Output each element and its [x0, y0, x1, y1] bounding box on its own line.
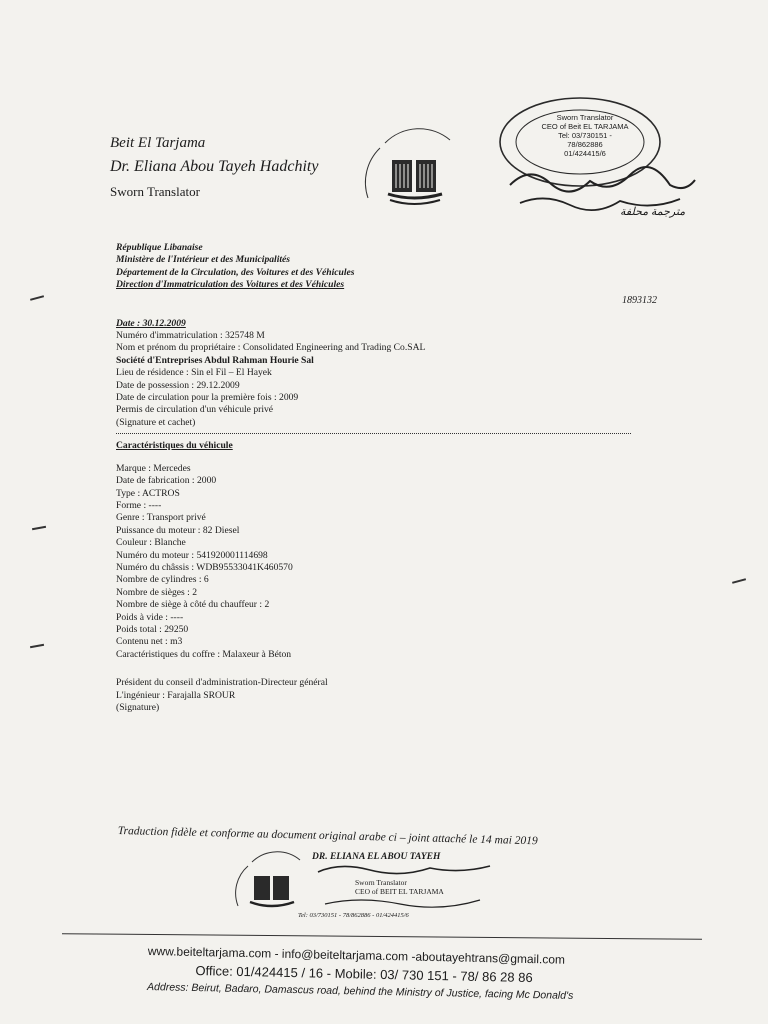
footer-divider — [62, 933, 702, 940]
certifier-name: DR. ELIANA EL ABOU TAYEH — [312, 852, 441, 862]
document-body — [116, 242, 676, 714]
vehicle-line: Marque : Mercedes — [116, 462, 191, 474]
arabic-role: مترجمة محلفة — [620, 206, 686, 218]
authority-line: République Libanaise — [116, 242, 203, 253]
vehicle-line: Forme : ---- — [116, 499, 162, 511]
address: Address: Beirut, Badaro, Damascus road, behind the Ministry of Justice, facing Mc Donald's — [146, 980, 574, 1002]
authority-line: Département de la Circulation, des Voitures et des Véhicules — [116, 266, 355, 278]
vehicle-line: Poids à vide : ---- — [116, 611, 184, 623]
certification-statement — [118, 825, 638, 850]
stamp-phone: Tel: 03/730151 - 78/862886 - 01/424415/6 — [298, 912, 409, 919]
vehicle-line: Numéro du châssis : WDB95533041K460570 — [116, 561, 293, 573]
certification-text: Traduction fidèle et conforme au document original arabe ci – joint attaché le 14 mai 2019 — [117, 825, 538, 848]
contact-footer — [147, 944, 618, 1003]
margin-mark — [32, 526, 46, 530]
vehicle-line: Numéro du moteur : 541920001114698 — [116, 549, 268, 561]
owner-name: Nom et prénom du propriétaire : Consolidated Engineering and Trading Co.SAL — [116, 342, 426, 354]
translator-name: Dr. Eliana Abou Tayeh Hadchity — [110, 158, 319, 175]
vehicle-line: Nombre de siège à côté du chauffeur : 2 — [116, 599, 270, 611]
vehicle-line: Poids total : 29250 — [116, 623, 189, 635]
registration-date: Date : 30.12.2009 — [116, 317, 186, 329]
signatory-name: L'ingénieur : Farajalla SROUR — [116, 689, 236, 701]
vehicle-line: Caractéristiques du coffre : Malaxeur à Béton — [116, 648, 292, 660]
vehicle-line: Nombre de cylindres : 6 — [116, 574, 209, 586]
authority-line: Ministère de l'Intérieur et des Municipalités — [116, 254, 291, 266]
owner-company: Société d'Entreprises Abdul Rahman Hourie Sal — [116, 354, 314, 366]
vehicle-line: Type : ACTROS — [116, 487, 180, 499]
letterhead — [110, 135, 318, 200]
margin-mark — [732, 578, 746, 583]
margin-mark — [30, 644, 44, 648]
vehicle-line: Couleur : Blanche — [116, 537, 186, 549]
stamp-text: Sworn Translator CEO of Beit EL TARJAMA Tel: 03/730151 - 78/862886 01/424415/6 — [541, 113, 629, 158]
web-email: www.beiteltarjama.com - info@beiteltarjama.com -aboutayehtrans@gmail.com — [147, 944, 566, 967]
first-circulation: Date de circulation pour la première fois : 2009 — [116, 392, 299, 404]
vehicle-line: Contenu net : m3 — [116, 636, 183, 648]
signatory-signature: (Signature) — [116, 702, 160, 713]
margin-mark — [30, 295, 44, 300]
circulation-permit: Permis de circulation d'un véhicule privé — [116, 404, 274, 416]
stamp-text: Sworn Translator CEO of BEIT EL TARJAMA — [355, 878, 444, 896]
translator-role: Sworn Translator — [110, 184, 200, 199]
registration-number: Numéro d'immatriculation : 325748 M — [116, 330, 265, 342]
org-name: Beit El Tarjama — [110, 135, 206, 151]
signatory-title: Président du conseil d'administration-Directeur général — [116, 677, 328, 689]
signature-seal: (Signature et cachet) — [116, 416, 196, 428]
vehicle-line: Puissance du moteur : 82 Diesel — [116, 524, 240, 536]
vehicle-line: Date de fabrication : 2000 — [116, 475, 217, 487]
reference-number: 1893132 — [622, 295, 657, 306]
authority-line: Direction d'Immatriculation des Voitures et des Véhicules — [116, 279, 345, 291]
vehicle-line: Nombre de sièges : 2 — [116, 586, 197, 598]
vehicle-line: Genre : Transport privé — [116, 512, 206, 524]
dotted-divider — [116, 429, 631, 434]
residence: Lieu de résidence : Sin el Fil – El Hayek — [116, 367, 272, 379]
book-logo-icon — [360, 128, 470, 218]
phone-numbers: Office: 01/424415 / 16 - Mobile: 03/ 730 151 - 78/ 86 28 86 — [195, 963, 533, 986]
possession-date: Date de possession : 29.12.2009 — [116, 379, 240, 391]
vehicle-heading: Caractéristiques du véhicule — [116, 440, 233, 452]
